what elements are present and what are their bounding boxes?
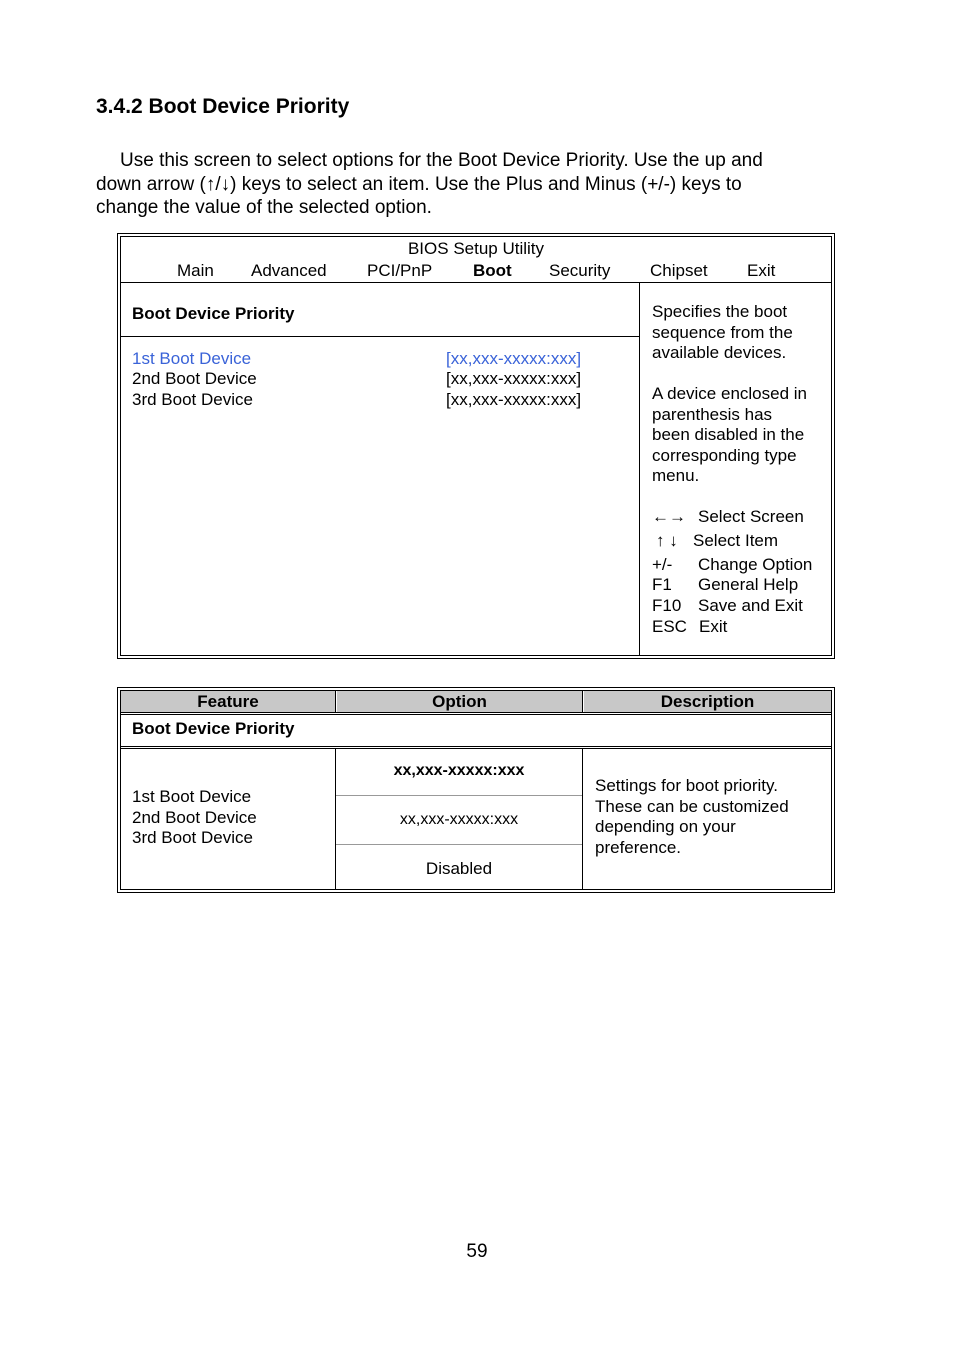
help-line: been disabled in the — [652, 425, 805, 444]
description-line: Settings for boot priority. — [595, 776, 778, 795]
key-action: Select Screen — [698, 507, 804, 526]
intro-line: change the value of the selected option. — [96, 197, 432, 218]
row-divider — [121, 714, 831, 715]
col-divider — [335, 691, 336, 712]
feature-item: 1st Boot Device — [132, 787, 252, 806]
option-1: xx,xxx-xxxxx:xxx — [393, 762, 525, 779]
header-feature: Feature — [121, 691, 335, 712]
boot-item-value-3[interactable]: [xx,xxx-xxxxx:xxx] — [446, 390, 582, 409]
table-section-title: Boot Device Priority — [132, 719, 295, 738]
help-line: Specifies the boot — [652, 302, 788, 321]
header-option: Option — [337, 691, 582, 712]
help-line: menu. — [652, 466, 700, 485]
key-action: Exit — [699, 617, 728, 636]
menu-tab-advanced[interactable]: Advanced — [251, 261, 327, 280]
help-line: available devices. — [652, 343, 787, 362]
key-f10: F10 — [652, 596, 682, 615]
menu-tab-exit[interactable]: Exit — [747, 261, 776, 280]
help-line: sequence from the — [652, 322, 793, 342]
bios-title: BIOS Setup Utility — [407, 239, 545, 258]
option-2: xx,xxx-xxxxx:xxx — [399, 811, 519, 828]
feature-item: 2nd Boot Device — [132, 807, 257, 827]
menu-tab-pcipnp[interactable]: PCI/PnP — [367, 261, 433, 280]
header-description: Description — [584, 691, 831, 712]
page-number: 59 — [466, 1241, 488, 1262]
help-divider — [639, 282, 640, 655]
menu-tab-main[interactable]: Main — [177, 261, 214, 280]
menu-tab-security[interactable]: Security — [549, 261, 611, 280]
menu-tab-boot[interactable]: Boot — [473, 261, 512, 280]
help-line: A device enclosed in — [652, 384, 807, 403]
description-line: preference. — [595, 837, 681, 857]
row-divider — [121, 746, 831, 747]
key-action: Change Option — [698, 555, 813, 574]
feature-list — [132, 787, 257, 849]
boot-item-label-3[interactable]: 3rd Boot Device — [132, 390, 253, 409]
row-divider — [121, 712, 831, 713]
boot-item-value-2[interactable]: [xx,xxx-xxxxx:xxx] — [446, 369, 582, 388]
description-text — [595, 776, 789, 858]
intro-line: Use this screen to select options for the Boot Device Priority. Use the up and — [120, 150, 763, 171]
feature-item: 3rd Boot Device — [132, 828, 253, 847]
boot-item-value-1[interactable]: [xx,xxx-xxxxx:xxx] — [446, 349, 582, 368]
col-divider — [582, 748, 583, 889]
key-f1: F1 — [652, 575, 672, 594]
key-up-down-arrows: ↑ ↓ — [656, 531, 678, 550]
help-line: corresponding type — [652, 445, 797, 465]
section-heading: 3.4.2 Boot Device Priority — [96, 95, 350, 118]
boot-item-label-2[interactable]: 2nd Boot Device — [132, 369, 257, 388]
help-text-1 — [652, 302, 793, 364]
description-line: These can be customized — [595, 796, 789, 816]
key-esc: ESC — [652, 617, 687, 636]
section-divider — [121, 336, 639, 337]
help-line: parenthesis has — [652, 404, 773, 424]
col-divider — [582, 691, 583, 712]
menu-divider — [121, 282, 831, 283]
key-action: Save and Exit — [698, 596, 803, 615]
boot-item-label-1[interactable]: 1st Boot Device — [132, 349, 252, 368]
bios-section-title: Boot Device Priority — [132, 304, 295, 323]
intro-line: down arrow (↑/↓) keys to select an item. Use the Plus and Minus (+/-) keys to — [96, 173, 742, 195]
key-action: General Help — [698, 575, 799, 594]
row-divider — [121, 748, 831, 749]
menu-tab-chipset[interactable]: Chipset — [650, 261, 708, 280]
intro-paragraph — [96, 149, 836, 220]
option-divider — [336, 844, 582, 845]
key-plus-minus: +/- — [652, 555, 673, 574]
help-text-2 — [652, 384, 807, 487]
description-line: depending on your — [595, 817, 736, 836]
key-left-right-arrows: ←→ — [652, 507, 686, 526]
option-3: Disabled — [425, 859, 493, 878]
bios-screen — [117, 233, 835, 659]
key-action: Select Item — [693, 531, 779, 550]
option-divider — [336, 795, 582, 796]
feature-table — [117, 687, 835, 893]
